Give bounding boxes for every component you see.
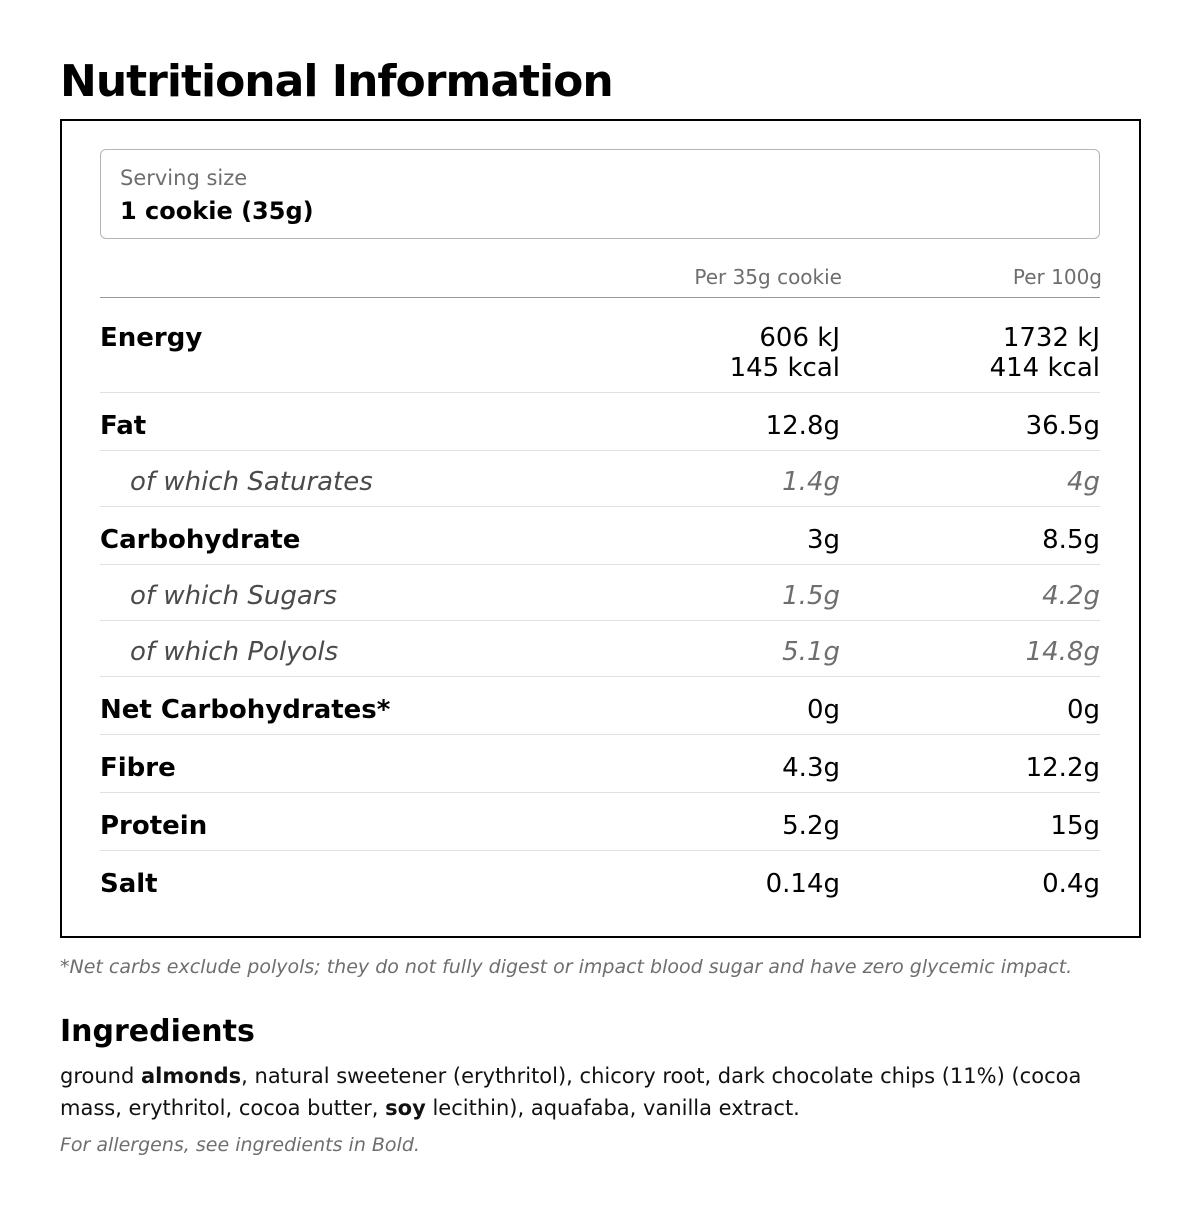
value-per-100g: 4.2g (1042, 581, 1100, 611)
value-per-100g: 4g (1066, 467, 1100, 497)
value-per-100g: 8.5g (1042, 525, 1100, 555)
value-per-serving: 0.14g (765, 869, 840, 899)
value-per-100g (990, 323, 1100, 383)
energy-kj-per-100g: 1732 kJ (1002, 323, 1100, 353)
table-row-sugars (100, 581, 1100, 621)
allergen-soy: soy (385, 1096, 426, 1120)
row-label: Fibre (100, 753, 176, 783)
row-label: of which Polyols (130, 637, 339, 667)
energy-kcal-per-serving: 145 kcal (729, 353, 840, 383)
value-per-serving: 0g (806, 695, 840, 725)
table-row-energy (100, 323, 1100, 393)
table-row-fat (100, 411, 1100, 451)
table-row-polyols (100, 637, 1100, 677)
row-label: Salt (100, 869, 158, 899)
ingredients-list (60, 1060, 1135, 1124)
column-header-per-serving: Per 35g cookie (694, 265, 842, 289)
serving-size-label: Serving size (120, 166, 248, 190)
row-label: Net Carbohydrates* (100, 695, 391, 725)
value-per-serving: 5.2g (782, 811, 840, 841)
ingredients-heading: Ingredients (60, 1014, 255, 1049)
serving-size-value: 1 cookie (35g) (120, 197, 314, 225)
value-per-serving: 5.1g (782, 637, 840, 667)
row-label: Energy (100, 323, 203, 353)
value-per-100g: 14.8g (1025, 637, 1100, 667)
value-per-100g: 0.4g (1042, 869, 1100, 899)
allergen-almonds: almonds (140, 1064, 242, 1088)
row-label: Fat (100, 411, 147, 441)
row-label: of which Sugars (130, 581, 337, 611)
value-per-serving (730, 323, 840, 383)
row-label: of which Saturates (130, 467, 373, 497)
ingredients-text: ground (60, 1064, 141, 1088)
value-per-serving: 1.5g (782, 581, 840, 611)
table-row-fibre (100, 753, 1100, 793)
value-per-100g: 0g (1066, 695, 1100, 725)
value-per-serving: 4.3g (782, 753, 840, 783)
row-label: Protein (100, 811, 208, 841)
energy-kj-per-serving: 606 kJ (759, 323, 840, 353)
value-per-serving: 1.4g (782, 467, 840, 497)
value-per-100g: 12.2g (1025, 753, 1100, 783)
energy-kcal-per-100g: 414 kcal (989, 353, 1100, 383)
value-per-100g: 36.5g (1025, 411, 1100, 441)
row-label: Carbohydrate (100, 525, 301, 555)
table-row-carbohydrate (100, 525, 1100, 565)
allergen-note: For allergens, see ingredients in Bold. (60, 1134, 420, 1156)
value-per-serving: 3g (806, 525, 840, 555)
value-per-100g: 15g (1050, 811, 1100, 841)
column-header-per-100g: Per 100g (1012, 265, 1102, 289)
nutrition-table (60, 119, 1141, 938)
table-row-protein (100, 811, 1100, 851)
table-row-salt (100, 869, 1100, 908)
value-per-serving: 12.8g (765, 411, 840, 441)
ingredients-text: , natural sweetener (erythritol), chicory root, dark chocolate chips (11%) (cocoa mass, erythritol, cocoa butter, (60, 1064, 1082, 1120)
header-divider (100, 297, 1100, 298)
table-row-net-carbohydrates (100, 695, 1100, 735)
ingredients-text: lecithin), aquafaba, vanilla extract. (425, 1096, 800, 1120)
serving-size-box (100, 149, 1100, 239)
page-title: Nutritional Information (60, 56, 613, 107)
table-row-saturates (100, 467, 1100, 507)
net-carbs-footnote: *Net carbs exclude polyols; they do not fully digest or impact blood sugar and have zero glycemic impact. (60, 956, 1073, 978)
